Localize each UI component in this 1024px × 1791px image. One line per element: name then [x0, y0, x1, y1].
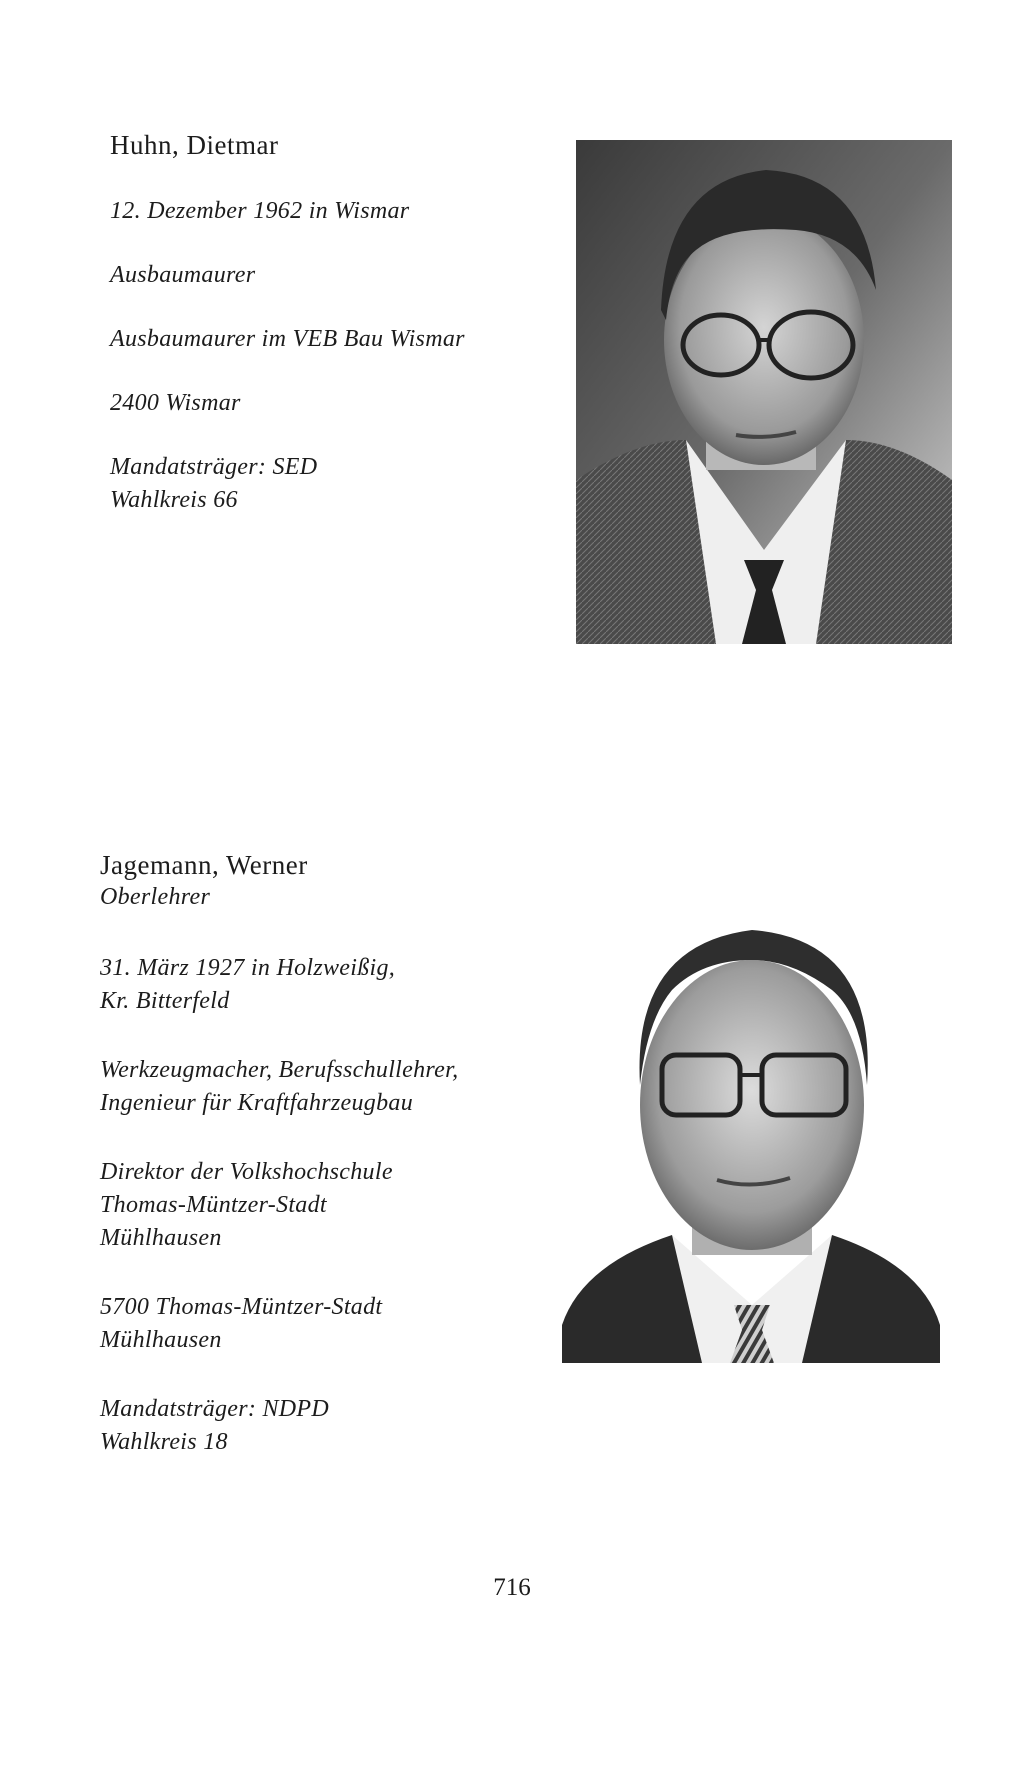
- entry-jagemann: [100, 850, 458, 1459]
- entry-huhn: [110, 130, 465, 517]
- entry-training: [100, 1054, 458, 1120]
- entry-mandate: Mandatsträger: NDPD: [100, 1396, 330, 1422]
- entry-occupation-line: Direktor der Volkshochschule: [100, 1159, 393, 1185]
- entry-name: Jagemann, Werner: [100, 850, 308, 880]
- entry-training-line: Ingenieur für Kraftfahrzeugbau: [100, 1090, 413, 1116]
- entry-birth-line: 31. März 1927 in Holzweißig,: [100, 955, 396, 981]
- entry-birth: 12. Dezember 1962 in Wismar: [110, 198, 410, 224]
- portrait-photo-jagemann: [562, 905, 940, 1363]
- entry-title: Oberlehrer: [100, 884, 211, 910]
- entry-name: Huhn, Dietmar: [110, 130, 279, 160]
- entry-constituency: Wahlkreis 18: [100, 1429, 228, 1455]
- page-number: 716: [493, 1574, 531, 1601]
- portrait-photo-huhn: [576, 140, 952, 644]
- entry-mandate-block: [100, 1393, 458, 1459]
- entry-constituency: Wahlkreis 66: [110, 487, 238, 513]
- entry-trained-profession: Ausbaumaurer: [110, 262, 256, 288]
- entry-occupation-line: Thomas-Müntzer-Stadt: [100, 1192, 327, 1218]
- entry-occupation-line: Mühlhausen: [100, 1225, 222, 1251]
- entry-residence: 2400 Wismar: [110, 390, 241, 416]
- entry-occupation: [100, 1156, 458, 1255]
- entry-training-line: Werkzeugmacher, Berufsschullehrer,: [100, 1057, 459, 1083]
- entry-birth-line: Kr. Bitterfeld: [100, 988, 230, 1014]
- entry-occupation: Ausbaumaurer im VEB Bau Wismar: [110, 326, 465, 352]
- entry-residence-line: Mühlhausen: [100, 1327, 222, 1353]
- entry-residence: [100, 1291, 458, 1357]
- entry-residence-line: 5700 Thomas-Müntzer-Stadt: [100, 1294, 383, 1320]
- entry-mandate: Mandatsträger: SED: [110, 454, 318, 480]
- entry-birth: [100, 952, 458, 1018]
